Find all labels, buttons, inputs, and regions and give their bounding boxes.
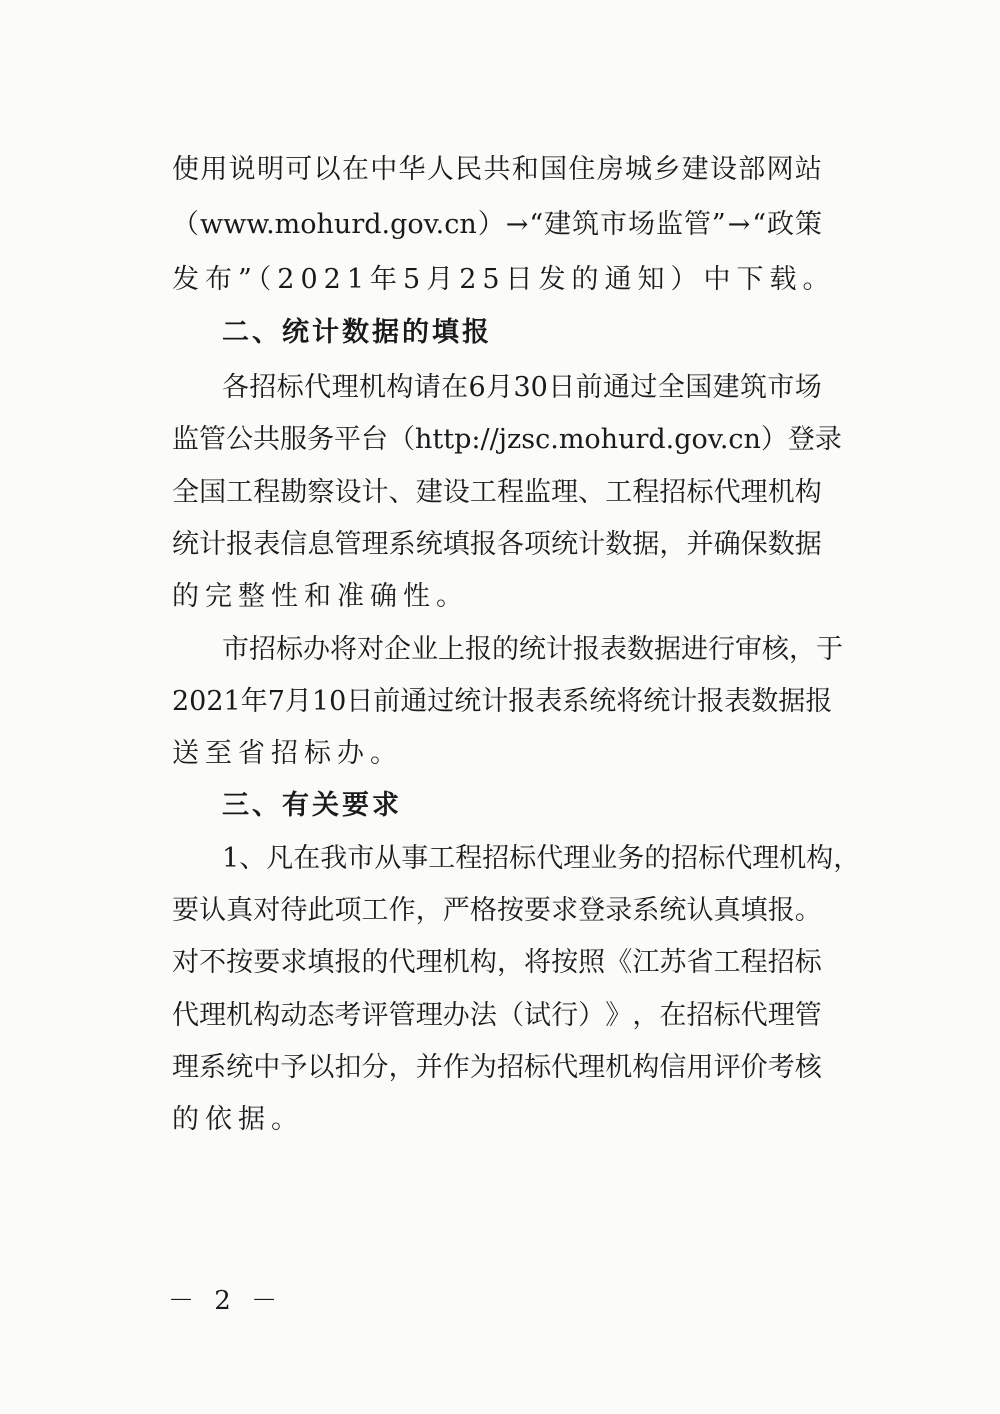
section-heading-3: 三、有关要求 (222, 790, 402, 821)
body-line-16: 理 系 统 中 予 以 扣 分 ， 并 作 为 招 标 代 理 机 构 信 用 评 价 考 核 (172, 1052, 822, 1083)
body-line-10: 2021 年 7 月 10 日 前 通 过 统 计 报 表 系 统 将 统 计 报 表 数 据 报 (172, 686, 833, 717)
body-line-3: 发布”（2021年5月25日发的通知）中下载。 (172, 264, 836, 295)
body-line-13: 要 认 真 对 待 此 项 工 作 ， 严 格 按 要 求 登 录 系 统 认 真 填 报 。 (172, 895, 822, 926)
body-line-17: 的依据。 (172, 1104, 304, 1135)
body-line-7: 统 计 报 表 信 息 管 理 系 统 填 报 各 项 统 计 数 据 ， 并 确 保 数 据 (172, 529, 822, 560)
body-line-4: 各 招 标 代 理 机 构 请 在 6 月 30 日 前 通 过 全 国 建 筑 市 场 (222, 372, 822, 403)
body-line-15: 代 理 机 构 动 态 考 评 管 理 办 法 （ 试 行 ） 》 ， 在 招 标 代 理 管 (172, 1000, 822, 1031)
body-line-12: 1 、 凡 在 我 市 从 事 工 程 招 标 代 理 业 务 的 招 标 代 理 机 构 ， (222, 843, 861, 874)
section-heading-2: 二、统计数据的填报 (222, 317, 492, 348)
body-line-1: 使 用 说 明 可 以 在 中 华 人 民 共 和 国 住 房 城 乡 建 设 部 网 站 (172, 154, 822, 185)
body-line-11: 送至省招标办。 (172, 738, 403, 769)
body-line-14: 对 不 按 要 求 填 报 的 代 理 机 构 ， 将 按 照 《 江 苏 省 工 程 招 标 (172, 947, 822, 978)
body-line-8: 的完整性和准确性。 (172, 581, 469, 612)
body-line-9: 市 招 标 办 将 对 企 业 上 报 的 统 计 报 表 数 据 进 行 审 核 ， 于 (222, 634, 843, 665)
body-line-6: 全 国 工 程 勘 察 设 计 、 建 设 工 程 监 理 、 工 程 招 标 代 理 机 构 (172, 477, 822, 508)
body-line-5: 监 管 公 共 服 务 平 台 （ http://jzsc.mohurd.gov.cn ） 登 录 (172, 424, 842, 455)
body-line-2: （ www.mohurd.gov.cn ） → “ 建 筑 市 场 监 管 ” → “ 政 策 (172, 209, 822, 240)
page-number: － 2 － (168, 1286, 284, 1316)
